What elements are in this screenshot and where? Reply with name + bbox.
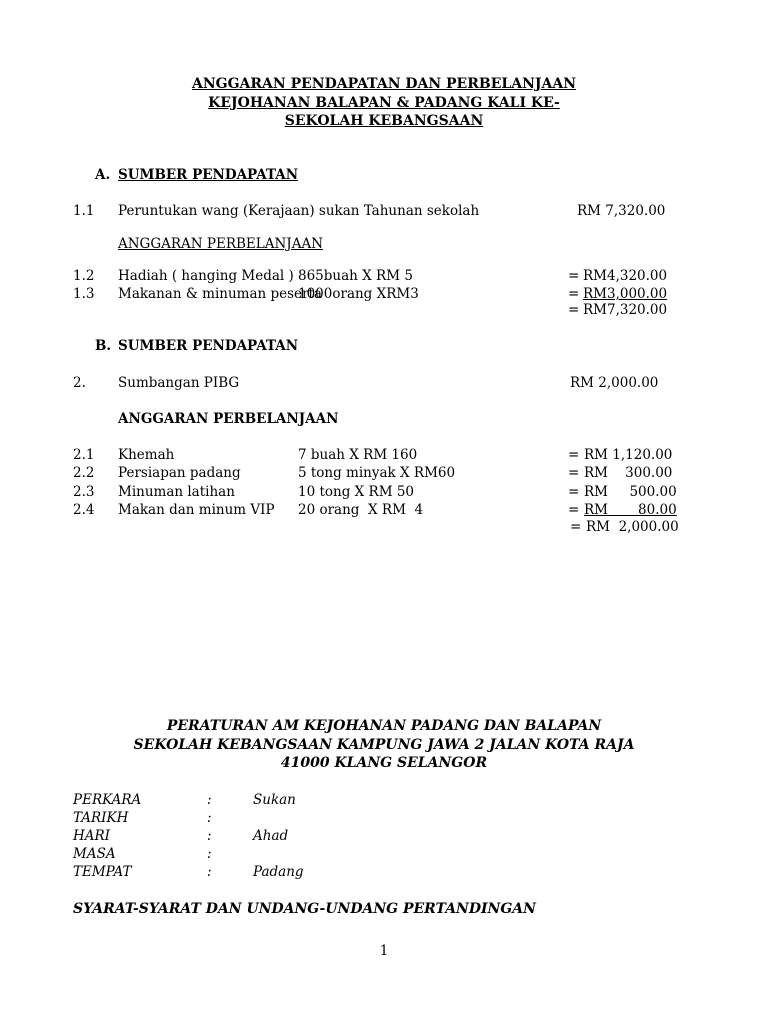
- item-1-3-quantity: 1000orang XRM3: [298, 286, 419, 302]
- section-b-expense-heading: ANGGARAN PERBELANJAAN: [118, 411, 339, 427]
- item-2-1-description: Khemah: [118, 447, 175, 463]
- section-a-letter: A.: [95, 167, 111, 183]
- field-colon-tempat: :: [207, 864, 212, 880]
- item-1-1-number: 1.1: [73, 203, 95, 219]
- item-2-2-number: 2.2: [73, 465, 95, 481]
- field-colon-perkara: :: [207, 792, 212, 808]
- field-label-tarikh: TARIKH: [73, 810, 129, 826]
- section-a-heading: SUMBER PENDAPATAN: [118, 167, 299, 183]
- item-2-4-equals: =: [568, 502, 580, 518]
- section-b-letter: B.: [95, 338, 112, 354]
- field-label-perkara: PERKARA: [73, 792, 142, 808]
- item-1-2-quantity: 865buah X RM 5: [298, 268, 413, 284]
- section-b-total-equals: =: [570, 519, 582, 535]
- item-2-amount: RM 2,000.00: [570, 375, 659, 391]
- field-colon-masa: :: [207, 846, 212, 862]
- field-value-hari: Ahad: [253, 828, 289, 844]
- section-b-total: RM 2,000.00: [586, 519, 679, 535]
- field-label-tempat: TEMPAT: [73, 864, 132, 880]
- section-a-expense-heading: ANGGARAN PERBELANJAAN: [118, 236, 324, 252]
- field-label-masa: MASA: [73, 846, 116, 862]
- field-value-tempat: Padang: [253, 864, 304, 880]
- conditions-heading: SYARAT-SYARAT DAN UNDANG-UNDANG PERTANDINGAN: [73, 901, 536, 917]
- doc-title-line-3: SEKOLAH KEBANGSAAN: [284, 113, 484, 129]
- item-2-4-amount: RM 80.00: [584, 502, 677, 518]
- item-1-2-equals: =: [568, 268, 580, 284]
- item-2-2-equals: =: [568, 465, 580, 481]
- item-2-3-amount: RM 500.00: [584, 484, 677, 500]
- item-2-1-equals: =: [568, 447, 580, 463]
- item-2-2-quantity: 5 tong minyak X RM60: [298, 465, 456, 481]
- item-2-4-description: Makan dan minum VIP: [118, 502, 275, 518]
- rules-title-line-3: 41000 KLANG SELANGOR: [280, 755, 488, 771]
- item-1-3-number: 1.3: [73, 286, 95, 302]
- item-2-3-equals: =: [568, 484, 580, 500]
- section-a-total-equals: =: [568, 302, 580, 318]
- item-2-4-number: 2.4: [73, 502, 95, 518]
- field-label-hari: HARI: [73, 828, 111, 844]
- doc-title-line-1: ANGGARAN PENDAPATAN DAN PERBELANJAAN: [191, 76, 577, 92]
- section-b-heading: SUMBER PENDAPATAN: [118, 338, 299, 354]
- item-1-1-description: Peruntukan wang (Kerajaan) sukan Tahunan sekolah: [118, 203, 480, 219]
- item-1-3-description: Makanan & minuman peserta: [118, 286, 322, 302]
- item-2-3-number: 2.3: [73, 484, 95, 500]
- item-2-1-amount: RM 1,120.00: [584, 447, 673, 463]
- item-2-4-quantity: 20 orang X RM 4: [298, 502, 424, 518]
- item-1-2-number: 1.2: [73, 268, 95, 284]
- rules-title-line-2: SEKOLAH KEBANGSAAN KAMPUNG JAWA 2 JALAN KOTA RAJA: [133, 737, 635, 753]
- item-2-number: 2.: [73, 375, 86, 391]
- item-1-2-amount: RM4,320.00: [583, 268, 668, 284]
- item-2-2-description: Persiapan padang: [118, 465, 241, 481]
- page-number: 1: [379, 943, 389, 959]
- rules-title-line-1: PERATURAN AM KEJOHANAN PADANG DAN BALAPAN: [166, 718, 602, 734]
- field-colon-tarikh: :: [207, 810, 212, 826]
- field-colon-hari: :: [207, 828, 212, 844]
- item-1-3-amount: RM3,000.00: [583, 286, 668, 302]
- item-2-3-quantity: 10 tong X RM 50: [298, 484, 415, 500]
- doc-title-line-2: KEJOHANAN BALAPAN & PADANG KALI KE-: [208, 95, 560, 111]
- item-2-description: Sumbangan PIBG: [118, 375, 240, 391]
- item-2-1-quantity: 7 buah X RM 160: [298, 447, 418, 463]
- item-2-3-description: Minuman latihan: [118, 484, 235, 500]
- item-1-3-equals: =: [568, 286, 580, 302]
- item-1-1-amount: RM 7,320.00: [577, 203, 666, 219]
- item-1-2-description: Hadiah ( hanging Medal ): [118, 268, 294, 284]
- item-2-2-amount: RM 300.00: [584, 465, 673, 481]
- section-a-total: RM7,320.00: [583, 302, 668, 318]
- field-value-perkara: Sukan: [253, 792, 296, 808]
- item-2-1-number: 2.1: [73, 447, 95, 463]
